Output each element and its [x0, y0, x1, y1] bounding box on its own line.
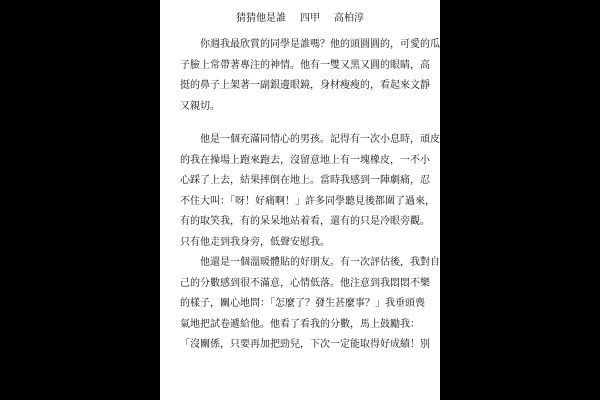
paragraph-line: 子臉上常帶著專注的神情。他有一雙又黑又圓的眼睛，高 [180, 59, 430, 71]
paragraph-line: 他還是一個溫暖體貼的好朋友。有一次評估後，我對自 [200, 257, 440, 268]
paragraph-line: 你週我最欣賞的同學是誰嗎？他的頭圓圓的，可愛的瓜 [200, 39, 440, 50]
paragraph-line: 己的分數感到很不滿意，心情低落。他注意到我悶悶不樂 [180, 277, 430, 289]
essay-title: 猜猜他是誰 [236, 13, 286, 24]
paragraph-line: 氣地把試卷遞給他。他看了看我的分數，馬上鼓勵我： [180, 318, 420, 330]
paragraph-line: 心踩了上去，結果摔倒在地上。當時我感到一陣劇痛，忍 [180, 175, 430, 186]
document-page [160, 0, 440, 400]
essay-header [160, 9, 440, 24]
paragraph-1 [180, 35, 440, 117]
paragraph-line: 的我在操場上跑來跑去，沒留意地上有一塊橡皮，一不小 [180, 154, 430, 166]
paragraph-line: 又親切。 [180, 100, 220, 112]
paragraph-line: 有的取笑我，有的呆呆地站着看，還有的只是冷眼旁觀。 [180, 216, 430, 227]
paragraph-line: 只有他走到我身旁，低聲安慰我。 [180, 236, 330, 248]
paragraph-line: 他是一個充滿同情心的男孩。記得有一次小息時，頑皮 [200, 134, 440, 145]
paragraph-line: 不住大叫：「呀！好痛啊！」許多同學聽見後都圍了過來， [180, 195, 435, 207]
paragraph-line: 「沒關係，只要再加把勁兒，下次一定能取得好成績！別 [180, 339, 430, 350]
author-name: 高柏淳 [334, 13, 364, 24]
paragraph-3 [180, 253, 440, 356]
paragraph-2 [180, 130, 440, 253]
class-name: 四甲 [300, 13, 320, 24]
paragraph-line: 挺的鼻子上架著一副銀邊眼鏡，身材瘦瘦的，看起來文靜 [180, 80, 430, 91]
paragraph-line: 的樣子，關心地問：「怎麼了？發生甚麼事？」我垂頭喪 [180, 298, 425, 309]
